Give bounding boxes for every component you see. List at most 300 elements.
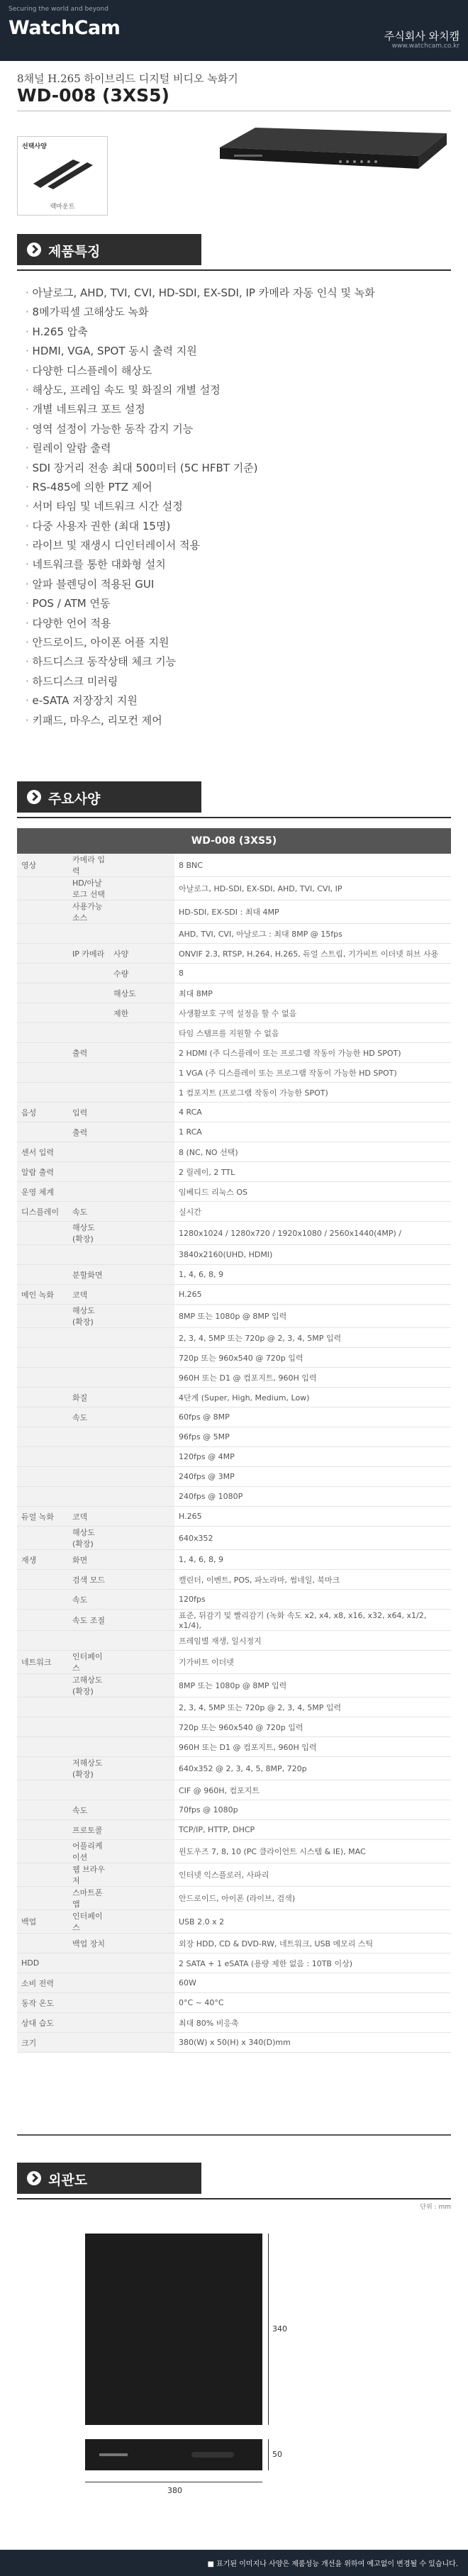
spec-value: 2 릴레이, 2 TTL [174, 1162, 451, 1182]
spec-label [142, 901, 174, 924]
spec-label [109, 1368, 142, 1388]
table-row [17, 1757, 451, 1780]
spec-label [17, 1780, 68, 1800]
spec-value: 사생활보호 구역 설정을 할 수 없음 [174, 1003, 451, 1023]
outline-title: 외관도 [48, 2173, 88, 2188]
spec-label [142, 1003, 174, 1023]
spec-label [142, 1348, 174, 1368]
spec-label: 디스플레이 [17, 1202, 68, 1222]
spec-value: 60fps @ 8MP [174, 1407, 451, 1427]
spec-label [68, 1328, 109, 1348]
spec-label: 네트워크 [17, 1651, 68, 1674]
spec-value: 960H 또는 D1 @ 컴포지트, 960H 입력 [174, 1737, 451, 1757]
spec-label: 크기 [17, 2033, 68, 2053]
spec-label [109, 1527, 142, 1550]
spec-label [68, 1023, 109, 1043]
feature-item: · 키패드, 마우스, 리모컨 제어 [26, 711, 451, 730]
spec-label: 어플리케이션 [68, 1840, 109, 1863]
spec-label [109, 1182, 142, 1202]
spec-label [109, 1245, 142, 1265]
spec-label [17, 1348, 68, 1368]
features-title: 제품특징 [48, 244, 101, 260]
spec-label [109, 1590, 142, 1610]
spec-label: 영상 [17, 854, 68, 877]
spec-label [109, 1780, 142, 1800]
spec-label: 고해상도 (확장) [68, 1674, 109, 1697]
spec-value: 120fps @ 4MP [174, 1447, 451, 1467]
spec-label [17, 1674, 68, 1697]
table-row [17, 1717, 451, 1737]
table-row [17, 1083, 451, 1103]
spec-value: 아날로그, HD-SDI, EX-SDI, AHD, TVI, CVI, IP [174, 877, 451, 901]
spec-value: 70fps @ 1080p [174, 1800, 451, 1820]
spec-label [109, 1023, 142, 1043]
spec-label [109, 1717, 142, 1737]
spec-label [109, 1348, 142, 1368]
feature-item: · 네트워크를 통한 대화형 설치 [26, 555, 451, 574]
table-row [17, 1780, 451, 1800]
spec-label [142, 1717, 174, 1737]
feature-item: · 아날로그, AHD, TVI, CVI, HD-SDI, EX-SDI, IP 카메라 자동 인식 및 녹화 [26, 284, 451, 303]
spec-label: 상대 습도 [17, 2013, 68, 2033]
spec-value: USB 2.0 x 2 [174, 1910, 451, 1934]
spec-label: 속도 [68, 1407, 109, 1427]
spec-label [142, 1697, 174, 1717]
spec-label [109, 1737, 142, 1757]
spec-label [17, 1610, 68, 1631]
spec-label: 입력 [68, 1103, 109, 1122]
spec-label [17, 1570, 68, 1590]
spec-value: 8 BNC [174, 854, 451, 877]
spec-label: 사양 [109, 944, 142, 964]
table-row [17, 944, 451, 964]
spec-label [109, 1934, 142, 1953]
spec-label [109, 1285, 142, 1305]
spec-label [68, 1447, 109, 1467]
spec-label: 화질 [68, 1388, 109, 1407]
spec-label [142, 1407, 174, 1427]
spec-value: 60W [174, 1973, 451, 1993]
spec-label [142, 1910, 174, 1934]
table-row [17, 1305, 451, 1328]
product-model: WD-008 (3XS5) [17, 85, 169, 106]
table-row [17, 1800, 451, 1820]
table-row [17, 924, 451, 944]
spec-label [17, 877, 68, 901]
spec-label [142, 1142, 174, 1162]
table-row [17, 1043, 451, 1063]
spec-label [142, 1993, 174, 2013]
spec-label [17, 1697, 68, 1717]
dvr-top-view [85, 2234, 262, 2425]
spec-label: 출력 [68, 1043, 109, 1063]
spec-label: 운영 체계 [17, 1182, 68, 1202]
height-dimension-line [268, 2439, 269, 2470]
spec-label [68, 2033, 109, 2053]
spec-value: 인터넷 익스플로러, 사파리 [174, 1863, 451, 1887]
spec-label [109, 1507, 142, 1527]
spec-label [17, 1328, 68, 1348]
spec-label [17, 1222, 68, 1245]
spec-label [142, 1737, 174, 1757]
table-row [17, 1863, 451, 1887]
spec-label [17, 1063, 68, 1083]
spec-label [17, 1840, 68, 1863]
spec-label [142, 854, 174, 877]
table-row [17, 1973, 451, 1993]
spec-label [142, 1840, 174, 1863]
table-row [17, 877, 451, 901]
unit-note: 단위 : mm [420, 2204, 451, 2211]
spec-label [142, 1467, 174, 1487]
spec-value: 2, 3, 4, 5MP 또는 720p @ 2, 3, 4, 5MP 입력 [174, 1697, 451, 1717]
table-row [17, 1507, 451, 1527]
option-box [17, 136, 108, 216]
spec-value: 240fps @ 1080P [174, 1487, 451, 1507]
spec-label: 백업 [17, 1910, 68, 1934]
rackmount-bracket-icon [30, 155, 96, 191]
spec-label [17, 1003, 68, 1023]
height-dimension: 50 [272, 2450, 282, 2459]
table-row [17, 1003, 451, 1023]
spec-label [142, 1023, 174, 1043]
spec-label [142, 1863, 174, 1887]
spec-label [142, 1305, 174, 1328]
table-row [17, 1162, 451, 1182]
spec-label: 해상도 (확장) [68, 1305, 109, 1328]
feature-item: · 하드디스크 미러링 [26, 672, 451, 691]
spec-label: HDD [17, 1953, 68, 1973]
spec-section-header [17, 781, 451, 813]
spec-value: 380(W) x 50(H) x 340(D)mm [174, 2033, 451, 2053]
spec-value: HD-SDI, EX-SDI : 최대 4MP [174, 901, 451, 924]
spec-label: 사용가능 소스 [68, 901, 109, 924]
table-row [17, 1590, 451, 1610]
depth-dimension: 340 [272, 2324, 287, 2334]
spec-label [109, 1863, 142, 1887]
spec-value: 안드로이드, 아이폰 (라이브, 검색) [174, 1887, 451, 1910]
table-row [17, 1467, 451, 1487]
feature-item: · HDMI, VGA, SPOT 동시 출력 지원 [26, 342, 451, 361]
spec-value: 8MP 또는 1080p @ 8MP 입력 [174, 1305, 451, 1328]
feature-item: · 하드디스크 동작상태 체크 기능 [26, 652, 451, 671]
table-row [17, 1447, 451, 1467]
table-row [17, 1388, 451, 1407]
spec-value: 1, 4, 6, 8, 9 [174, 1550, 451, 1570]
spec-label: 화면 [68, 1550, 109, 1570]
table-row [17, 1407, 451, 1427]
feature-item: · 8메가픽셀 고해상도 녹화 [26, 303, 451, 322]
features-section-header [17, 234, 451, 265]
table-row [17, 1887, 451, 1910]
spec-label [142, 1388, 174, 1407]
spec-value: ONVIF 2.3, RTSP, H.264, H.265, 듀얼 스트림, 기가비트 이더넷 허브 사용 [174, 944, 451, 964]
feature-item: · 개별 네트워크 포트 설정 [26, 400, 451, 419]
table-row [17, 854, 451, 877]
spec-label: 카메라 입력 [68, 854, 109, 877]
spec-label [109, 1122, 142, 1142]
dvr-product-image [213, 113, 454, 191]
spec-label [142, 877, 174, 901]
spec-label [109, 1142, 142, 1162]
spec-title: 주요사양 [48, 791, 101, 807]
spec-label: 메인 녹화 [17, 1285, 68, 1305]
table-row [17, 1737, 451, 1757]
spec-label: 소비 전력 [17, 1973, 68, 1993]
spec-label [68, 1973, 109, 1993]
spec-value: 720p 또는 960x540 @ 720p 입력 [174, 1717, 451, 1737]
spec-value: 타임 스탬프를 지원할 수 없음 [174, 1023, 451, 1043]
spec-label: 알람 출력 [17, 1162, 68, 1182]
spec-value: 1 컴포지트 (프로그램 작동이 가능한 SPOT) [174, 1083, 451, 1103]
spec-label: 속도 [68, 1590, 109, 1610]
spec-label [68, 1142, 109, 1162]
spec-label [17, 944, 68, 964]
spec-label [142, 1973, 174, 1993]
spec-label: 출력 [68, 1122, 109, 1142]
spec-label: 코덱 [68, 1285, 109, 1305]
table-row [17, 1182, 451, 1202]
spec-value: 960H 또는 D1 @ 컴포지트, 960H 입력 [174, 1368, 451, 1388]
spec-label [142, 1590, 174, 1610]
spec-label [68, 1780, 109, 1800]
company-url: www.watchcam.co.kr [391, 43, 459, 50]
spec-label [142, 1222, 174, 1245]
feature-item: · RS-485에 의한 PTZ 제어 [26, 478, 451, 497]
feature-item: · 다양한 언어 적용 [26, 614, 451, 633]
spec-value: 240fps @ 3MP [174, 1467, 451, 1487]
table-row [17, 1285, 451, 1305]
spec-label: 음성 [17, 1103, 68, 1122]
spec-label [109, 1651, 142, 1674]
width-dimension: 380 [167, 2486, 182, 2495]
spec-label [17, 1487, 68, 1507]
table-row [17, 1427, 451, 1447]
spec-label: 재생 [17, 1550, 68, 1570]
spec-label [68, 1697, 109, 1717]
spec-label [142, 1780, 174, 1800]
spec-label [142, 1368, 174, 1388]
spec-label: 저해상도 (확장) [68, 1757, 109, 1780]
spec-label [17, 1737, 68, 1757]
spec-label [17, 983, 68, 1003]
spec-value: 120fps [174, 1590, 451, 1610]
spec-value: 3840x2160(UHD, HDMI) [174, 1245, 451, 1265]
spec-value: 윈도우즈 7, 8, 10 (PC 클라이언트 시스템 & IE), MAC [174, 1840, 451, 1863]
spec-label [142, 944, 174, 964]
spec-label [109, 1063, 142, 1083]
spec-value: 프레임별 재생, 일시정지 [174, 1631, 451, 1651]
spec-label [109, 1757, 142, 1780]
feature-item: · 라이브 및 재생시 디인터레이서 적용 [26, 536, 451, 555]
spec-label [142, 1182, 174, 1202]
spec-label [109, 1570, 142, 1590]
spec-label: 속도 [68, 1800, 109, 1820]
spec-label [142, 1043, 174, 1063]
table-row [17, 1527, 451, 1550]
spec-value: 1, 4, 6, 8, 9 [174, 1265, 451, 1285]
spec-value: 0°C ~ 40°C [174, 1993, 451, 2013]
spec-label [68, 964, 109, 983]
spec-label [17, 1590, 68, 1610]
spec-label [142, 1674, 174, 1697]
spec-label [142, 1103, 174, 1122]
spec-label: 동작 온도 [17, 1993, 68, 2013]
feature-item: · H.265 압축 [26, 323, 451, 342]
spec-label [68, 1083, 109, 1103]
spec-label [68, 1717, 109, 1737]
spec-value: 실시간 [174, 1202, 451, 1222]
spec-value: 96fps @ 5MP [174, 1427, 451, 1447]
spec-label [109, 1631, 142, 1651]
spec-label [68, 1245, 109, 1265]
spec-label [109, 1222, 142, 1245]
table-row [17, 983, 451, 1003]
spec-value: 8MP 또는 1080p @ 8MP 입력 [174, 1674, 451, 1697]
spec-label [68, 1182, 109, 1202]
spec-label [142, 1631, 174, 1651]
table-row [17, 1487, 451, 1507]
spec-label [109, 1697, 142, 1717]
feature-item: · 안드로이드, 아이폰 어플 지원 [26, 633, 451, 652]
spec-label [68, 2013, 109, 2033]
spec-label [17, 1245, 68, 1265]
spec-label [142, 924, 174, 944]
spec-value: 8 (NC, NO 선택) [174, 1142, 451, 1162]
table-row [17, 1328, 451, 1348]
spec-label [142, 1487, 174, 1507]
spec-label [109, 1910, 142, 1934]
spec-label [68, 1427, 109, 1447]
feature-item: · 릴레이 알람 출력 [26, 439, 451, 458]
page-footer [0, 2550, 468, 2576]
spec-label [17, 1305, 68, 1328]
spec-value: 최대 8MP [174, 983, 451, 1003]
feature-item: · POS / ATM 연동 [26, 594, 451, 613]
spec-label [17, 924, 68, 944]
spec-label [142, 1245, 174, 1265]
spec-label [109, 1407, 142, 1427]
spec-label: 백업 장치 [68, 1934, 109, 1953]
spec-value: 640x352 @ 2, 3, 4, 5, 8MP, 720p [174, 1757, 451, 1780]
spec-label: 수량 [109, 964, 142, 983]
feature-item: · 다양한 디스플레이 해상도 [26, 362, 451, 381]
spec-label: 해상도 (확장) [68, 1527, 109, 1550]
table-row [17, 1348, 451, 1368]
spec-label [109, 1993, 142, 2013]
spec-value: 1280x1024 / 1280x720 / 1920x1080 / 2560x1440(4MP) / [174, 1222, 451, 1245]
spec-value: 1 RCA [174, 1122, 451, 1142]
spec-label [109, 1820, 142, 1840]
spec-label [142, 964, 174, 983]
spec-label: 듀얼 녹화 [17, 1507, 68, 1527]
spec-label [17, 1407, 68, 1427]
spec-label [17, 1527, 68, 1550]
spec-label [17, 1023, 68, 1043]
spec-label: 제한 [109, 1003, 142, 1023]
spec-label [17, 1934, 68, 1953]
spec-label [109, 1427, 142, 1447]
spec-value: 외장 HDD, CD & DVD-RW, 네트워크, USB 메모리 스틱 [174, 1934, 451, 1953]
spec-label [17, 1265, 68, 1285]
spec-label [17, 1427, 68, 1447]
arrow-right-icon [27, 242, 41, 257]
spec-label [109, 877, 142, 901]
spec-label [109, 1840, 142, 1863]
spec-value: 8 [174, 964, 451, 983]
spec-label [109, 1103, 142, 1122]
spec-table [17, 854, 451, 2053]
spec-label [142, 1527, 174, 1550]
product-subtitle: 8채널 H.265 하이브리드 디지털 비디오 녹화기 [17, 72, 238, 85]
arrow-right-icon [27, 2171, 41, 2185]
spec-label: 검색 모드 [68, 1570, 109, 1590]
spec-label [109, 2033, 142, 2053]
table-row [17, 1222, 451, 1245]
spec-label: 인터페이스 [68, 1651, 109, 1674]
spec-label [109, 1388, 142, 1407]
spec-value: 2 SATA + 1 eSATA (용량 제한 없음 : 10TB 이상) [174, 1953, 451, 1973]
spec-label [17, 1820, 68, 1840]
table-row [17, 1910, 451, 1934]
spec-table-title: WD-008 (3XS5) [17, 828, 451, 854]
page-header [0, 0, 468, 61]
spec-label [142, 1083, 174, 1103]
table-row [17, 1368, 451, 1388]
spec-value: 640x352 [174, 1527, 451, 1550]
spec-label [109, 1162, 142, 1182]
spec-value: 임베디드 리눅스 OS [174, 1182, 451, 1202]
spec-label [142, 1427, 174, 1447]
feature-item: · 해상도, 프레임 속도 및 화질의 개별 설정 [26, 381, 451, 400]
outline-section-header [17, 2163, 451, 2194]
spec-label [68, 1003, 109, 1023]
spec-label [68, 1631, 109, 1651]
spec-label [68, 983, 109, 1003]
option-title: 선택사양 [22, 143, 47, 150]
spec-label [109, 1265, 142, 1285]
table-row [17, 1142, 451, 1162]
spec-value: 720p 또는 960x540 @ 720p 입력 [174, 1348, 451, 1368]
table-row [17, 1550, 451, 1570]
feature-item: · 서머 타임 및 네트워크 시간 설정 [26, 497, 451, 516]
spec-label [142, 1800, 174, 1820]
spec-label [17, 1757, 68, 1780]
spec-label [17, 1863, 68, 1887]
spec-label [142, 1820, 174, 1840]
spec-value: 최대 80% 비응축 [174, 2013, 451, 2033]
spec-label [68, 1487, 109, 1507]
option-caption: 랙마운트 [50, 203, 75, 211]
spec-table-bottom-rule [17, 2134, 451, 2136]
spec-label [142, 2033, 174, 2053]
table-row [17, 1103, 451, 1122]
brand-logo: WatchCam [9, 17, 121, 39]
table-row [17, 1697, 451, 1717]
spec-label [17, 1631, 68, 1651]
table-row [17, 1674, 451, 1697]
spec-label: 분할화면 [68, 1265, 109, 1285]
spec-label [109, 1447, 142, 1467]
table-row [17, 964, 451, 983]
spec-label: 웹 브라우저 [68, 1863, 109, 1887]
spec-label [68, 1368, 109, 1388]
spec-label [109, 1305, 142, 1328]
spec-label [17, 1122, 68, 1142]
spec-label [142, 1610, 174, 1631]
spec-label [142, 2013, 174, 2033]
spec-value: 기가비트 이더넷 [174, 1651, 451, 1674]
